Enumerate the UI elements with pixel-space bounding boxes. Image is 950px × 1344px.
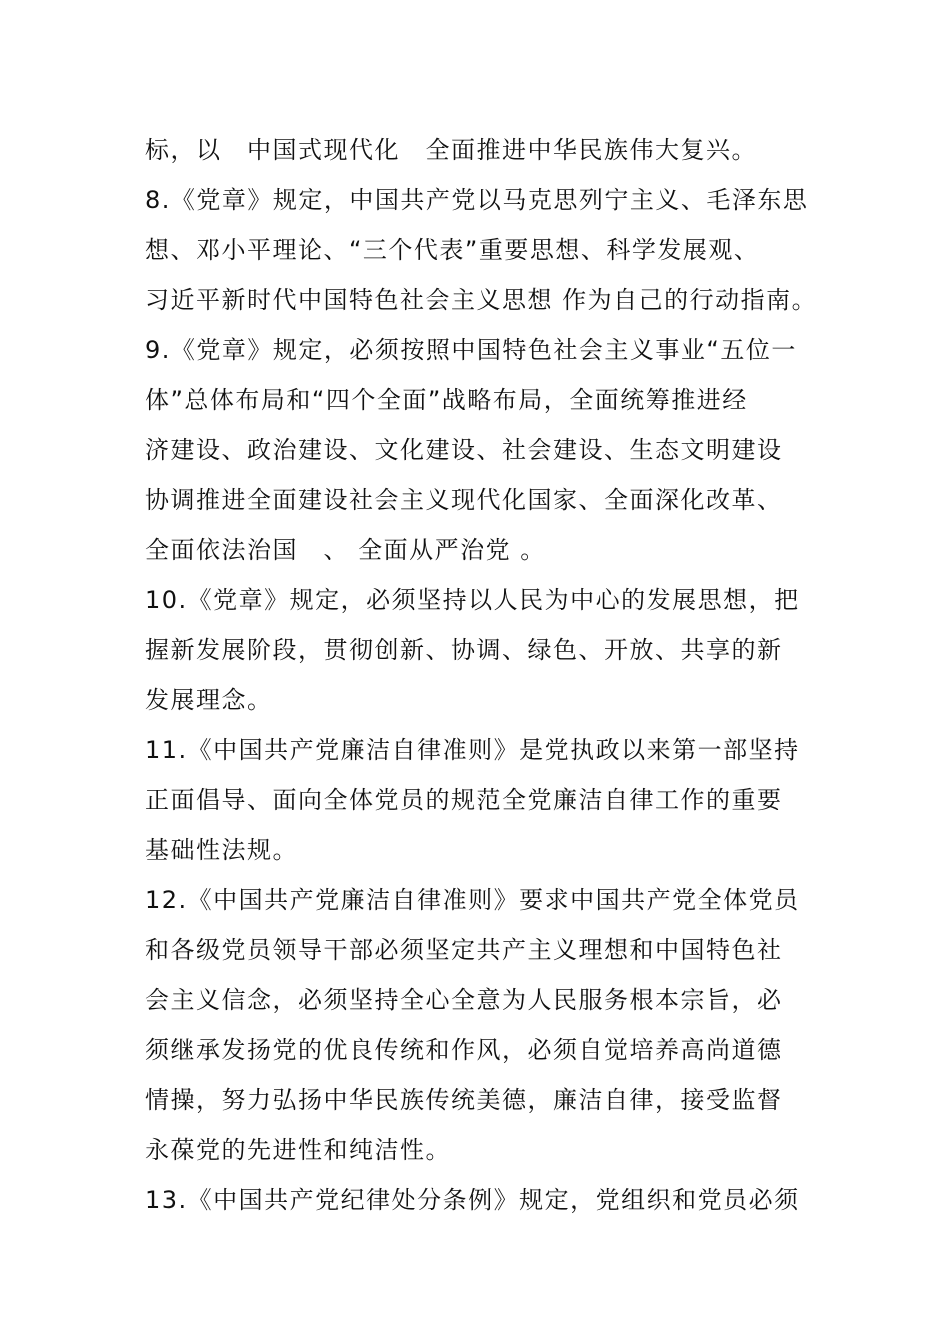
- text-line: 全面依法治国 、 全面从严治党 。: [145, 536, 546, 564]
- text-line: 习近平新时代中国特色社会主义思想 作为自己的行动指南。: [145, 286, 818, 314]
- text-line: 标，以 中国式现代化 全面推进中华民族伟大复兴。: [145, 136, 757, 164]
- text-line: 永葆党的先进性和纯洁性。: [145, 1136, 451, 1164]
- text-line: 10.《党章》规定，必须坚持以人民为中心的发展思想，把: [145, 586, 800, 614]
- text-line: 13.《中国共产党纪律处分条例》规定，党组织和党员必须: [145, 1186, 800, 1214]
- text-line: 握新发展阶段，贯彻创新、协调、绿色、开放、共享的新: [145, 636, 783, 664]
- text-line: 和各级党员领导干部必须坚定共产主义理想和中国特色社: [145, 936, 783, 964]
- text-line: 8.《党章》规定，中国共产党以马克思列宁主义、毛泽东思: [145, 186, 809, 214]
- text-line: 体”总体布局和“四个全面”战略布局，全面统筹推进经: [145, 386, 748, 414]
- text-line: 协调推进全面建设社会主义现代化国家、全面深化改革、: [145, 486, 783, 514]
- text-line: 11.《中国共产党廉洁自律准则》是党执政以来第一部坚持: [145, 736, 800, 764]
- text-line: 须继承发扬党的优良传统和作风，必须自觉培养高尚道德: [145, 1036, 783, 1064]
- text-line: 正面倡导、面向全体党员的规范全党廉洁自律工作的重要: [145, 786, 783, 814]
- text-line: 会主义信念，必须坚持全心全意为人民服务根本宗旨，必: [145, 986, 783, 1014]
- text-line: 发展理念。: [145, 686, 273, 714]
- text-line: 情操，努力弘扬中华民族传统美德，廉洁自律，接受监督: [145, 1086, 783, 1114]
- text-line: 济建设、政治建设、文化建设、社会建设、生态文明建设: [145, 436, 783, 464]
- text-line: 12.《中国共产党廉洁自律准则》要求中国共产党全体党员: [145, 886, 800, 914]
- text-line: 9.《党章》规定，必须按照中国特色社会主义事业“五位一: [145, 336, 797, 364]
- text-line: 基础性法规。: [145, 836, 298, 864]
- text-line: 想、邓小平理论、“三个代表”重要思想、科学发展观、: [145, 236, 760, 264]
